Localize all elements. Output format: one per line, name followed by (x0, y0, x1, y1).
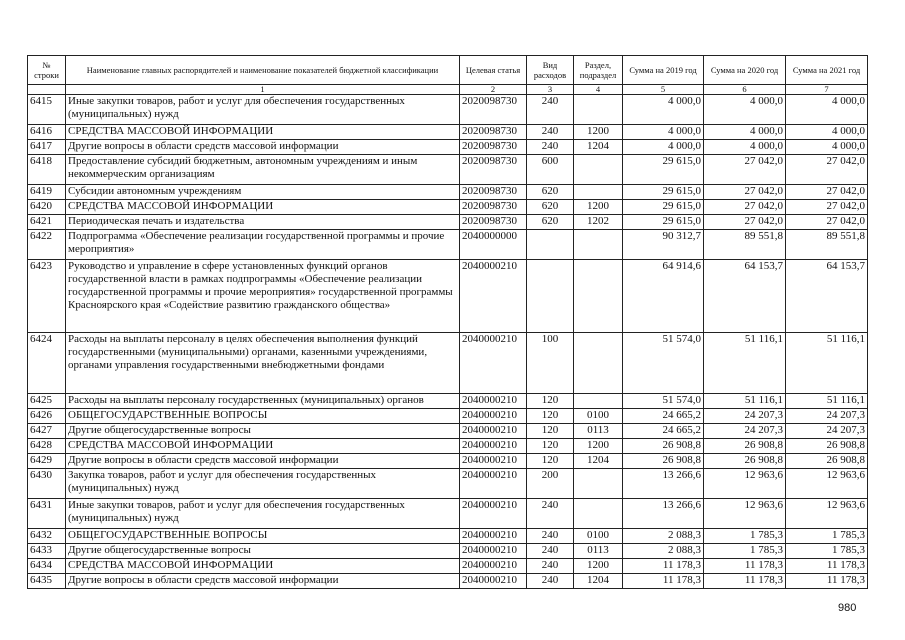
header-sum-2021: Сумма на 2021 год (786, 56, 868, 85)
row-sum-2021: 26 908,8 (786, 439, 868, 454)
row-target-article: 2040000210 (460, 454, 527, 469)
row-number: 6416 (28, 125, 66, 140)
header-expense-kind: Вид расходов (527, 56, 574, 85)
row-name: Подпрограмма «Обеспечение реализации государственной программы и прочие мероприятия» (66, 230, 460, 260)
row-name: Иные закупки товаров, работ и услуг для обеспечения государственных (муниципальных) нужд (66, 499, 460, 529)
row-target-article: 2040000210 (460, 469, 527, 499)
row-sum-2020: 27 042,0 (704, 185, 786, 200)
column-number-row (28, 85, 868, 95)
row-sum-2019: 2 088,3 (623, 529, 704, 544)
row-name: Предоставление субсидий бюджетным, автономным учреждениям и иным некоммерческим организациям (66, 155, 460, 185)
row-sum-2021: 1 785,3 (786, 529, 868, 544)
row-name: Иные закупки товаров, работ и услуг для обеспечения государственных (муниципальных) нужд (66, 95, 460, 125)
header-sum-2020: Сумма на 2020 год (704, 56, 786, 85)
row-expense-kind: 200 (527, 469, 574, 499)
row-name: Расходы на выплаты персоналу государственных (муниципальных) органов (66, 394, 460, 409)
row-sum-2020: 24 207,3 (704, 409, 786, 424)
table-row (28, 469, 868, 499)
header-row-number: № строки (28, 56, 66, 85)
row-section: 1204 (574, 454, 623, 469)
row-sum-2021: 64 153,7 (786, 260, 868, 333)
header-target-article: Целевая статья (460, 56, 527, 85)
row-expense-kind: 240 (527, 95, 574, 125)
row-expense-kind: 120 (527, 439, 574, 454)
row-name: Другие общегосударственные вопросы (66, 424, 460, 439)
row-target-article: 2020098730 (460, 200, 527, 215)
row-sum-2021: 12 963,6 (786, 469, 868, 499)
row-sum-2020: 51 116,1 (704, 333, 786, 394)
table-row (28, 125, 868, 140)
row-section: 1204 (574, 574, 623, 589)
row-target-article: 2040000210 (460, 559, 527, 574)
row-sum-2019: 11 178,3 (623, 559, 704, 574)
row-sum-2021: 27 042,0 (786, 215, 868, 230)
row-sum-2020: 1 785,3 (704, 529, 786, 544)
row-number: 6419 (28, 185, 66, 200)
row-sum-2021: 11 178,3 (786, 574, 868, 589)
table-body (28, 95, 868, 589)
row-expense-kind: 600 (527, 155, 574, 185)
row-target-article: 2040000210 (460, 260, 527, 333)
row-number: 6422 (28, 230, 66, 260)
row-number: 6425 (28, 394, 66, 409)
table-row (28, 574, 868, 589)
column-number: 7 (786, 85, 868, 95)
row-section (574, 185, 623, 200)
row-expense-kind: 100 (527, 333, 574, 394)
row-section: 0113 (574, 424, 623, 439)
row-target-article: 2040000210 (460, 439, 527, 454)
row-name: Расходы на выплаты персоналу в целях обеспечения выполнения функций государственными (муниципальными) органами, казенными учреждениями, органами управления государственными внебюджетными фондами (66, 333, 460, 394)
row-name: Другие общегосударственные вопросы (66, 544, 460, 559)
row-expense-kind (527, 260, 574, 333)
row-number: 6424 (28, 333, 66, 394)
table-row (28, 95, 868, 125)
table-row (28, 155, 868, 185)
row-target-article: 2040000210 (460, 574, 527, 589)
header-section: Раздел, подраздел (574, 56, 623, 85)
column-number: 3 (527, 85, 574, 95)
row-sum-2021: 27 042,0 (786, 200, 868, 215)
row-sum-2019: 4 000,0 (623, 140, 704, 155)
row-section: 1200 (574, 125, 623, 140)
row-sum-2021: 24 207,3 (786, 409, 868, 424)
row-target-article: 2020098730 (460, 155, 527, 185)
table-row (28, 140, 868, 155)
table-row (28, 454, 868, 469)
row-sum-2020: 64 153,7 (704, 260, 786, 333)
row-sum-2020: 89 551,8 (704, 230, 786, 260)
row-sum-2021: 12 963,6 (786, 499, 868, 529)
row-expense-kind: 240 (527, 140, 574, 155)
table-row (28, 499, 868, 529)
row-expense-kind: 240 (527, 544, 574, 559)
row-sum-2019: 2 088,3 (623, 544, 704, 559)
page-number: 980 (838, 602, 857, 614)
row-number: 6417 (28, 140, 66, 155)
row-sum-2020: 27 042,0 (704, 215, 786, 230)
row-number: 6435 (28, 574, 66, 589)
row-sum-2020: 27 042,0 (704, 200, 786, 215)
row-sum-2019: 13 266,6 (623, 469, 704, 499)
row-sum-2019: 13 266,6 (623, 499, 704, 529)
row-sum-2019: 11 178,3 (623, 574, 704, 589)
row-name: СРЕДСТВА МАССОВОЙ ИНФОРМАЦИИ (66, 200, 460, 215)
row-sum-2020: 27 042,0 (704, 155, 786, 185)
row-sum-2019: 4 000,0 (623, 95, 704, 125)
column-number: 4 (574, 85, 623, 95)
row-name: ОБЩЕГОСУДАРСТВЕННЫЕ ВОПРОСЫ (66, 409, 460, 424)
row-sum-2020: 1 785,3 (704, 544, 786, 559)
column-number: 1 (66, 85, 460, 95)
row-expense-kind: 240 (527, 559, 574, 574)
row-name: Другие вопросы в области средств массовой информации (66, 454, 460, 469)
row-sum-2020: 12 963,6 (704, 469, 786, 499)
row-sum-2021: 51 116,1 (786, 394, 868, 409)
row-section (574, 499, 623, 529)
row-sum-2019: 26 908,8 (623, 439, 704, 454)
row-sum-2020: 4 000,0 (704, 140, 786, 155)
row-name: СРЕДСТВА МАССОВОЙ ИНФОРМАЦИИ (66, 559, 460, 574)
row-name: Закупка товаров, работ и услуг для обеспечения государственных (муниципальных) нужд (66, 469, 460, 499)
row-expense-kind: 620 (527, 185, 574, 200)
row-sum-2020: 4 000,0 (704, 125, 786, 140)
table-row (28, 544, 868, 559)
row-sum-2020: 12 963,6 (704, 499, 786, 529)
row-sum-2019: 29 615,0 (623, 200, 704, 215)
row-number: 6434 (28, 559, 66, 574)
row-sum-2020: 11 178,3 (704, 559, 786, 574)
row-sum-2021: 24 207,3 (786, 424, 868, 439)
row-expense-kind: 120 (527, 424, 574, 439)
row-target-article: 2040000210 (460, 424, 527, 439)
row-number: 6432 (28, 529, 66, 544)
row-number: 6428 (28, 439, 66, 454)
row-sum-2019: 24 665,2 (623, 409, 704, 424)
row-section: 1204 (574, 140, 623, 155)
row-expense-kind: 620 (527, 215, 574, 230)
row-name: СРЕДСТВА МАССОВОЙ ИНФОРМАЦИИ (66, 439, 460, 454)
row-sum-2019: 26 908,8 (623, 454, 704, 469)
row-expense-kind: 120 (527, 454, 574, 469)
column-number: 2 (460, 85, 527, 95)
row-sum-2020: 11 178,3 (704, 574, 786, 589)
table-row (28, 424, 868, 439)
row-sum-2020: 26 908,8 (704, 454, 786, 469)
row-section (574, 230, 623, 260)
row-target-article: 2020098730 (460, 185, 527, 200)
row-sum-2021: 27 042,0 (786, 185, 868, 200)
row-sum-2021: 51 116,1 (786, 333, 868, 394)
row-sum-2021: 26 908,8 (786, 454, 868, 469)
row-sum-2021: 11 178,3 (786, 559, 868, 574)
row-name: Другие вопросы в области средств массовой информации (66, 574, 460, 589)
row-target-article: 2040000210 (460, 499, 527, 529)
row-expense-kind: 620 (527, 200, 574, 215)
row-section: 0100 (574, 529, 623, 544)
row-target-article: 2020098730 (460, 95, 527, 125)
row-sum-2021: 4 000,0 (786, 140, 868, 155)
table-row (28, 529, 868, 544)
table-row (28, 333, 868, 394)
row-sum-2019: 29 615,0 (623, 185, 704, 200)
header-row (28, 56, 868, 85)
table-row (28, 409, 868, 424)
row-section (574, 95, 623, 125)
row-number: 6421 (28, 215, 66, 230)
row-number: 6430 (28, 469, 66, 499)
table-row (28, 260, 868, 333)
row-sum-2021: 4 000,0 (786, 125, 868, 140)
row-target-article: 2040000210 (460, 394, 527, 409)
row-name: Субсидии автономным учреждениям (66, 185, 460, 200)
row-number: 6433 (28, 544, 66, 559)
header-name: Наименование главных распорядителей и наименование показателей бюджетной классификации (66, 56, 460, 85)
row-number: 6431 (28, 499, 66, 529)
row-section: 1200 (574, 559, 623, 574)
row-expense-kind: 240 (527, 125, 574, 140)
row-sum-2019: 4 000,0 (623, 125, 704, 140)
row-sum-2021: 1 785,3 (786, 544, 868, 559)
row-target-article: 2020098730 (460, 140, 527, 155)
table-row (28, 394, 868, 409)
row-name: Руководство и управление в сфере установленных функций органов государственной власти в рамках подпрограммы «Обеспечение реализации государственной программы и прочие мероприятия» государственной программы Красноярского края «Содействие развитию гражданского общества» (66, 260, 460, 333)
row-name: ОБЩЕГОСУДАРСТВЕННЫЕ ВОПРОСЫ (66, 529, 460, 544)
row-number: 6429 (28, 454, 66, 469)
row-sum-2020: 4 000,0 (704, 95, 786, 125)
row-target-article: 2020098730 (460, 125, 527, 140)
row-name: Периодическая печать и издательства (66, 215, 460, 230)
row-section (574, 394, 623, 409)
table-row (28, 215, 868, 230)
table-row (28, 185, 868, 200)
row-expense-kind (527, 230, 574, 260)
row-sum-2020: 24 207,3 (704, 424, 786, 439)
row-number: 6418 (28, 155, 66, 185)
row-sum-2019: 29 615,0 (623, 155, 704, 185)
row-sum-2019: 51 574,0 (623, 333, 704, 394)
row-section: 0100 (574, 409, 623, 424)
row-sum-2019: 51 574,0 (623, 394, 704, 409)
row-number: 6420 (28, 200, 66, 215)
row-number: 6423 (28, 260, 66, 333)
row-number: 6415 (28, 95, 66, 125)
row-section (574, 469, 623, 499)
row-expense-kind: 240 (527, 574, 574, 589)
row-section: 1200 (574, 439, 623, 454)
row-name: СРЕДСТВА МАССОВОЙ ИНФОРМАЦИИ (66, 125, 460, 140)
table-row (28, 439, 868, 454)
row-expense-kind: 120 (527, 394, 574, 409)
row-number: 6426 (28, 409, 66, 424)
table-row (28, 559, 868, 574)
row-expense-kind: 240 (527, 499, 574, 529)
column-number: 5 (623, 85, 704, 95)
row-section (574, 333, 623, 394)
row-expense-kind: 120 (527, 409, 574, 424)
row-sum-2019: 29 615,0 (623, 215, 704, 230)
row-target-article: 2040000210 (460, 409, 527, 424)
budget-table (27, 55, 868, 589)
header-sum-2019: Сумма на 2019 год (623, 56, 704, 85)
column-number (28, 85, 66, 95)
row-target-article: 2040000210 (460, 529, 527, 544)
table-row (28, 200, 868, 215)
table-row (28, 230, 868, 260)
row-sum-2019: 24 665,2 (623, 424, 704, 439)
row-section: 1202 (574, 215, 623, 230)
row-target-article: 2040000000 (460, 230, 527, 260)
row-sum-2020: 26 908,8 (704, 439, 786, 454)
row-section: 0113 (574, 544, 623, 559)
row-sum-2021: 27 042,0 (786, 155, 868, 185)
row-sum-2019: 64 914,6 (623, 260, 704, 333)
row-target-article: 2040000210 (460, 333, 527, 394)
row-expense-kind: 240 (527, 529, 574, 544)
row-target-article: 2040000210 (460, 544, 527, 559)
row-sum-2019: 90 312,7 (623, 230, 704, 260)
row-target-article: 2020098730 (460, 215, 527, 230)
row-section (574, 260, 623, 333)
row-sum-2021: 89 551,8 (786, 230, 868, 260)
row-name: Другие вопросы в области средств массовой информации (66, 140, 460, 155)
row-section (574, 155, 623, 185)
row-sum-2021: 4 000,0 (786, 95, 868, 125)
row-sum-2020: 51 116,1 (704, 394, 786, 409)
row-number: 6427 (28, 424, 66, 439)
column-number: 6 (704, 85, 786, 95)
row-section: 1200 (574, 200, 623, 215)
